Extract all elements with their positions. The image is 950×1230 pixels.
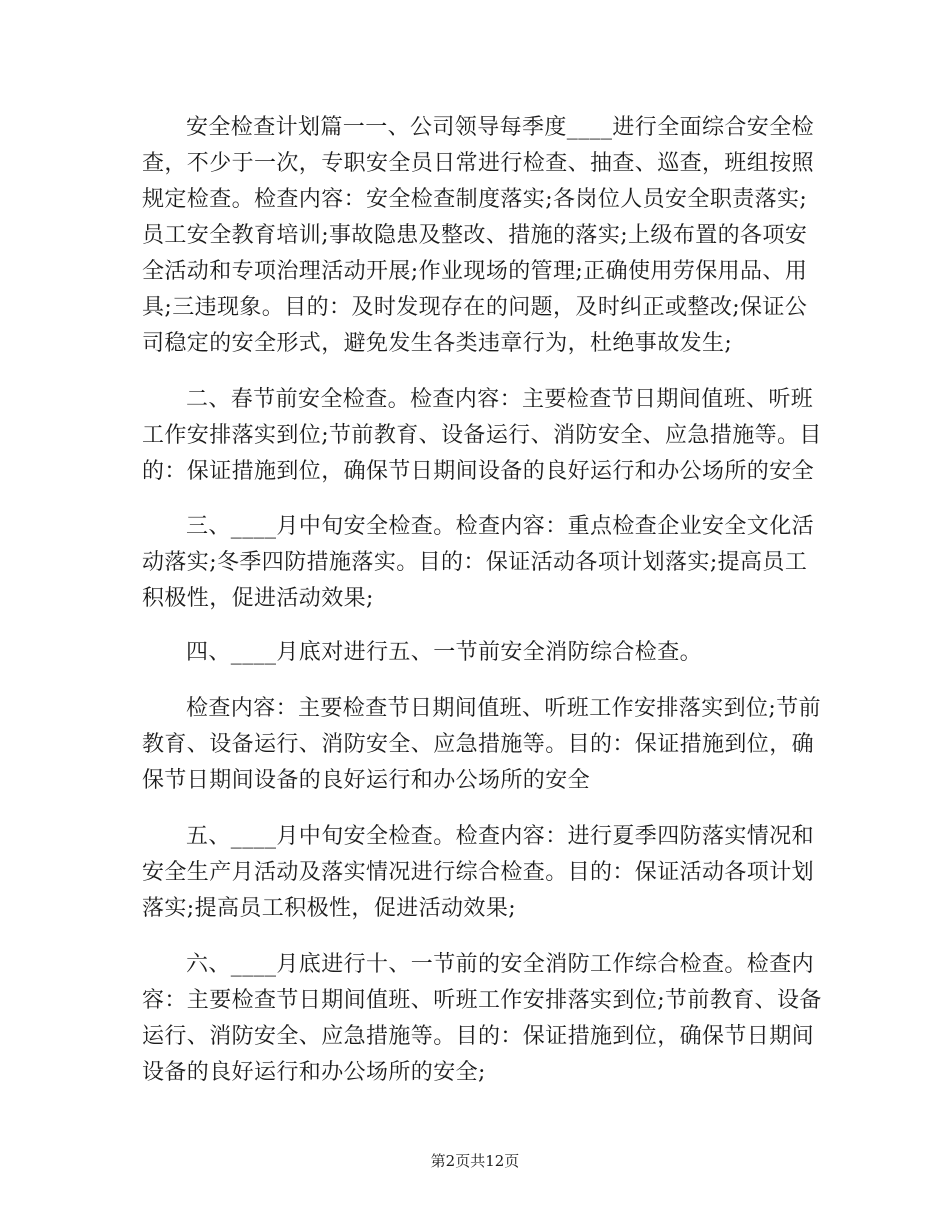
text-line: 全活动和专项治理活动开展;作业现场的管理;正确使用劳保用品、用 (142, 259, 808, 284)
text-line: 员工安全教育培训;事故隐患及整改、措施的落实;上级布置的各项安 (142, 223, 808, 248)
text-line: 查，不少于一次，专职安全员日常进行检查、抽查、巡查，班组按照 (142, 151, 815, 176)
text-line: 安全检查计划篇一一、公司领导每季度____进行全面综合安全检 (186, 115, 815, 140)
text-line: 的：保证措施到位，确保节日期间设备的良好运行和办公场所的安全 (142, 459, 815, 484)
text-line: 保节日期间设备的良好运行和办公场所的安全 (142, 768, 591, 793)
text-line: 检查内容：主要检查节日期间值班、听班工作安排落实到位;节前 (186, 696, 822, 721)
text-line: 三、____月中旬安全检查。检查内容：重点检查企业安全文化活 (186, 514, 815, 539)
text-line: 教育、设备运行、消防安全、应急措施等。目的：保证措施到位，确 (142, 732, 815, 757)
text-line: 四、____月底对进行五、一节前安全消防综合检查。 (186, 640, 703, 665)
text-line: 动落实;冬季四防措施落实。目的：保证活动各项计划落实;提高员工 (142, 550, 808, 575)
text-line: 工作安排落实到位;节前教育、设备运行、消防安全、应急措施等。目 (142, 423, 822, 448)
text-line: 规定检查。检查内容：安全检查制度落实;各岗位人员安全职责落实; (142, 187, 808, 212)
text-line: 运行、消防安全、应急措施等。目的：保证措施到位，确保节日期间 (142, 1024, 815, 1049)
text-line: 具;三违现象。目的：及时发现存在的问题，及时纠正或整改;保证公 (142, 295, 808, 320)
page-number: 第2页共12页 (430, 1152, 520, 1170)
text-line: 五、____月中旬安全检查。检查内容：进行夏季四防落实情况和 (186, 824, 815, 849)
text-line: 安全生产月活动及落实情况进行综合检查。目的：保证活动各项计划 (142, 860, 815, 885)
text-line: 设备的良好运行和办公场所的安全; (142, 1060, 486, 1085)
text-line: 二、春节前安全检查。检查内容：主要检查节日期间值班、听班 (186, 387, 814, 412)
text-line: 落实;提高员工积极性，促进活动效果; (142, 896, 517, 921)
text-line: 六、____月底进行十、一节前的安全消防工作综合检查。检查内 (186, 952, 815, 977)
text-line: 容：主要检查节日期间值班、听班工作安排落实到位;节前教育、设备 (142, 988, 822, 1013)
text-line: 司稳定的安全形式，避免发生各类违章行为，杜绝事故发生; (142, 331, 733, 356)
text-line: 积极性，促进活动效果; (142, 586, 374, 611)
